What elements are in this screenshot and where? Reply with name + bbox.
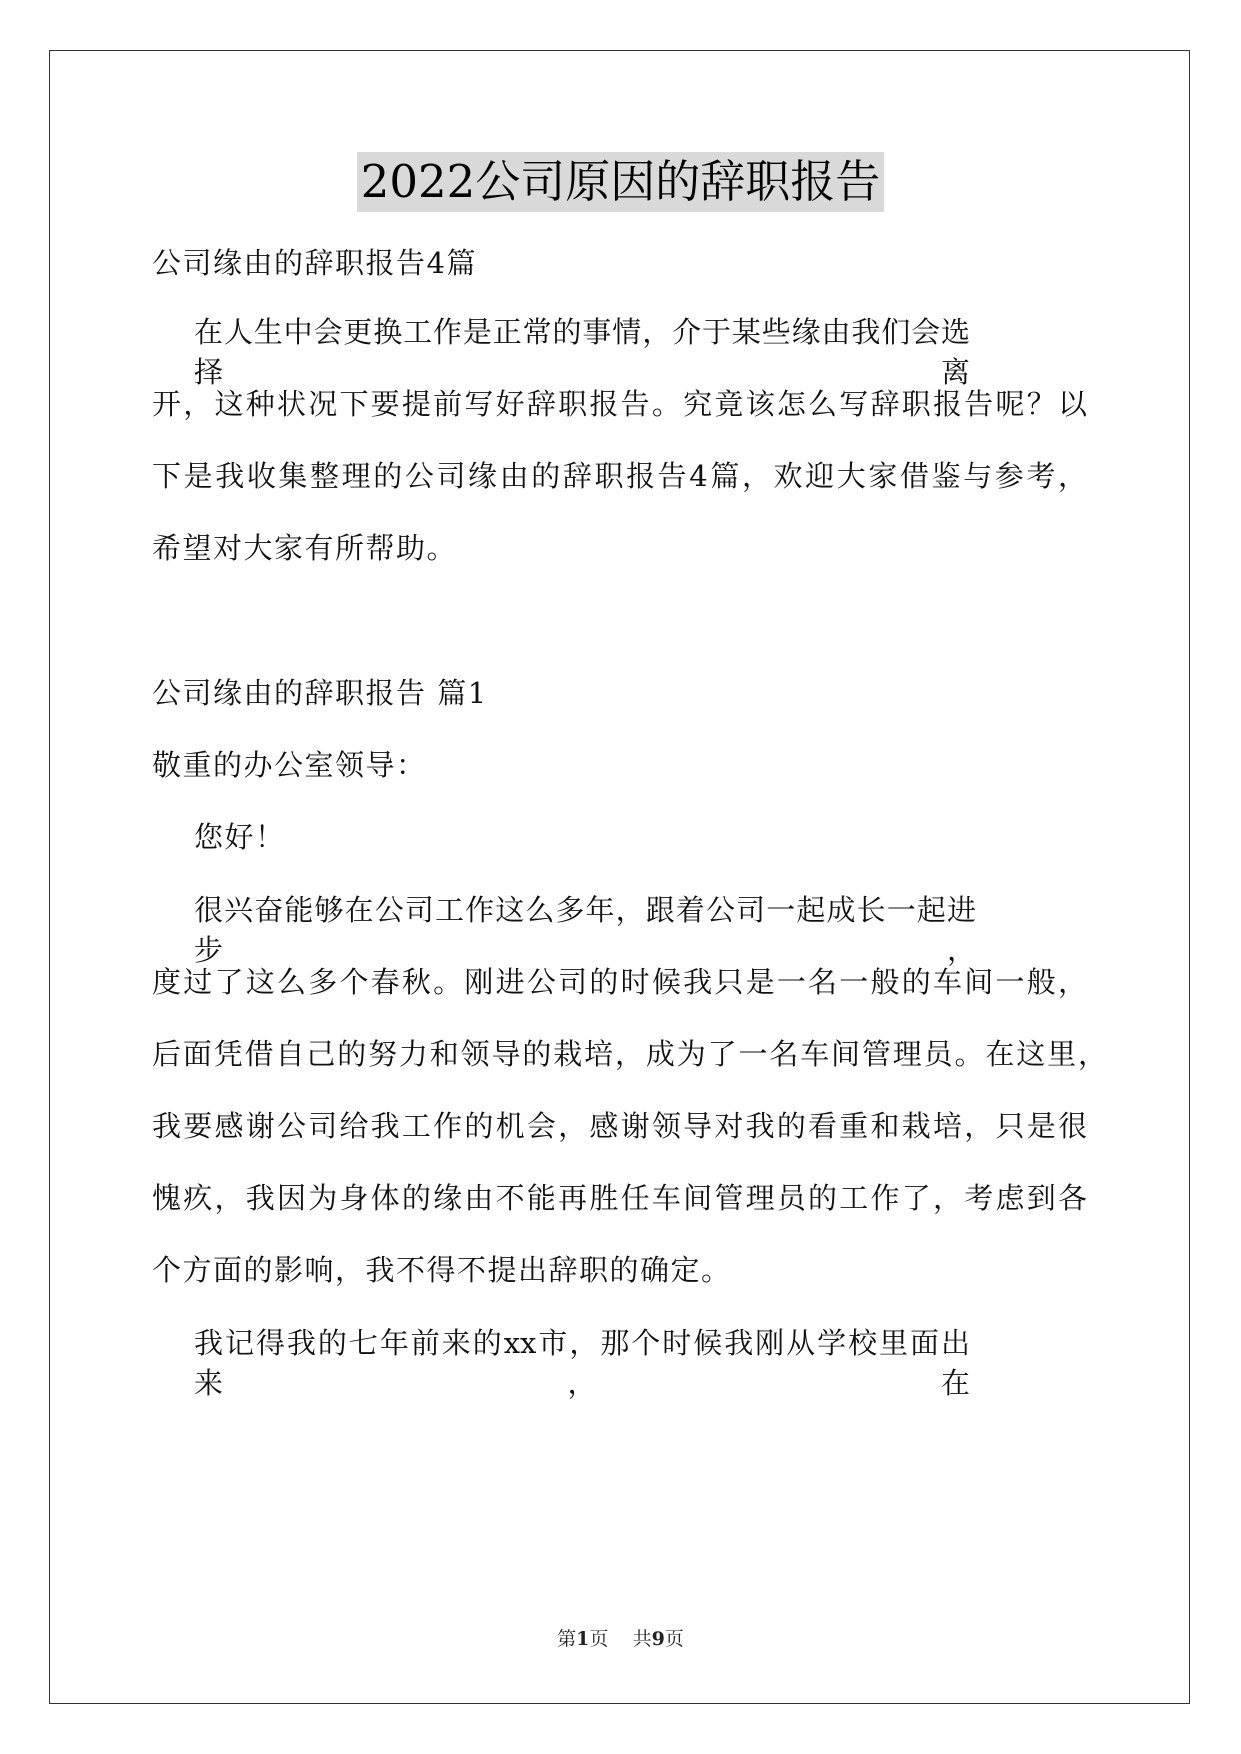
document-title: 2022公司原因的辞职报告 [357,152,885,212]
page-suffix: 页 [589,1628,609,1650]
intro-line-1: 在人生中会更换工作是正常的事情，介于某些缘由我们会选择离 [194,315,970,389]
page-number: 1 [576,1628,590,1650]
body-line-3: 后面凭借自己的努力和领导的栽培，成为了一名车间管理员。在这里， [152,1037,1107,1071]
body-line-6: 个方面的影响，我不得不提出辞职的确定。 [152,1253,732,1287]
last-line: 我记得我的七年前来的xx市，那个时候我刚从学校里面出来，在 [194,1326,970,1400]
subtitle: 公司缘由的辞职报告4篇 [152,246,477,280]
section-heading: 公司缘由的辞职报告 篇1 [152,676,488,710]
page-footer [0,1626,1241,1652]
total-pages: 9 [651,1628,665,1650]
page-border [49,50,1190,1704]
intro-line-2: 开，这种状况下要提前写好辞职报告。究竟该怎么写辞职报告呢？以 [152,387,1087,421]
page-prefix: 第 [557,1628,577,1650]
total-suffix: 页 [664,1628,684,1650]
title-container [0,152,1241,212]
body-line-1: 很兴奋能够在公司工作这么多年，跟着公司一起成长一起进步， [194,893,976,967]
body-line-4: 我要感谢公司给我工作的机会，感谢领导对我的看重和栽培，只是很 [152,1109,1087,1143]
intro-line-3: 下是我收集整理的公司缘由的辞职报告4篇，欢迎大家借鉴与参考， [152,459,1087,493]
body-line-2: 度过了这么多个春秋。刚进公司的时候我只是一名一般的车间一般， [152,965,1087,999]
greeting: 您好！ [194,820,286,854]
total-prefix: 共 [632,1628,652,1650]
body-line-5: 愧疚，我因为身体的缘由不能再胜任车间管理员的工作了，考虑到各 [152,1181,1087,1215]
intro-line-4: 希望对大家有所帮助。 [152,531,458,565]
salutation: 敬重的办公室领导： [152,748,427,782]
